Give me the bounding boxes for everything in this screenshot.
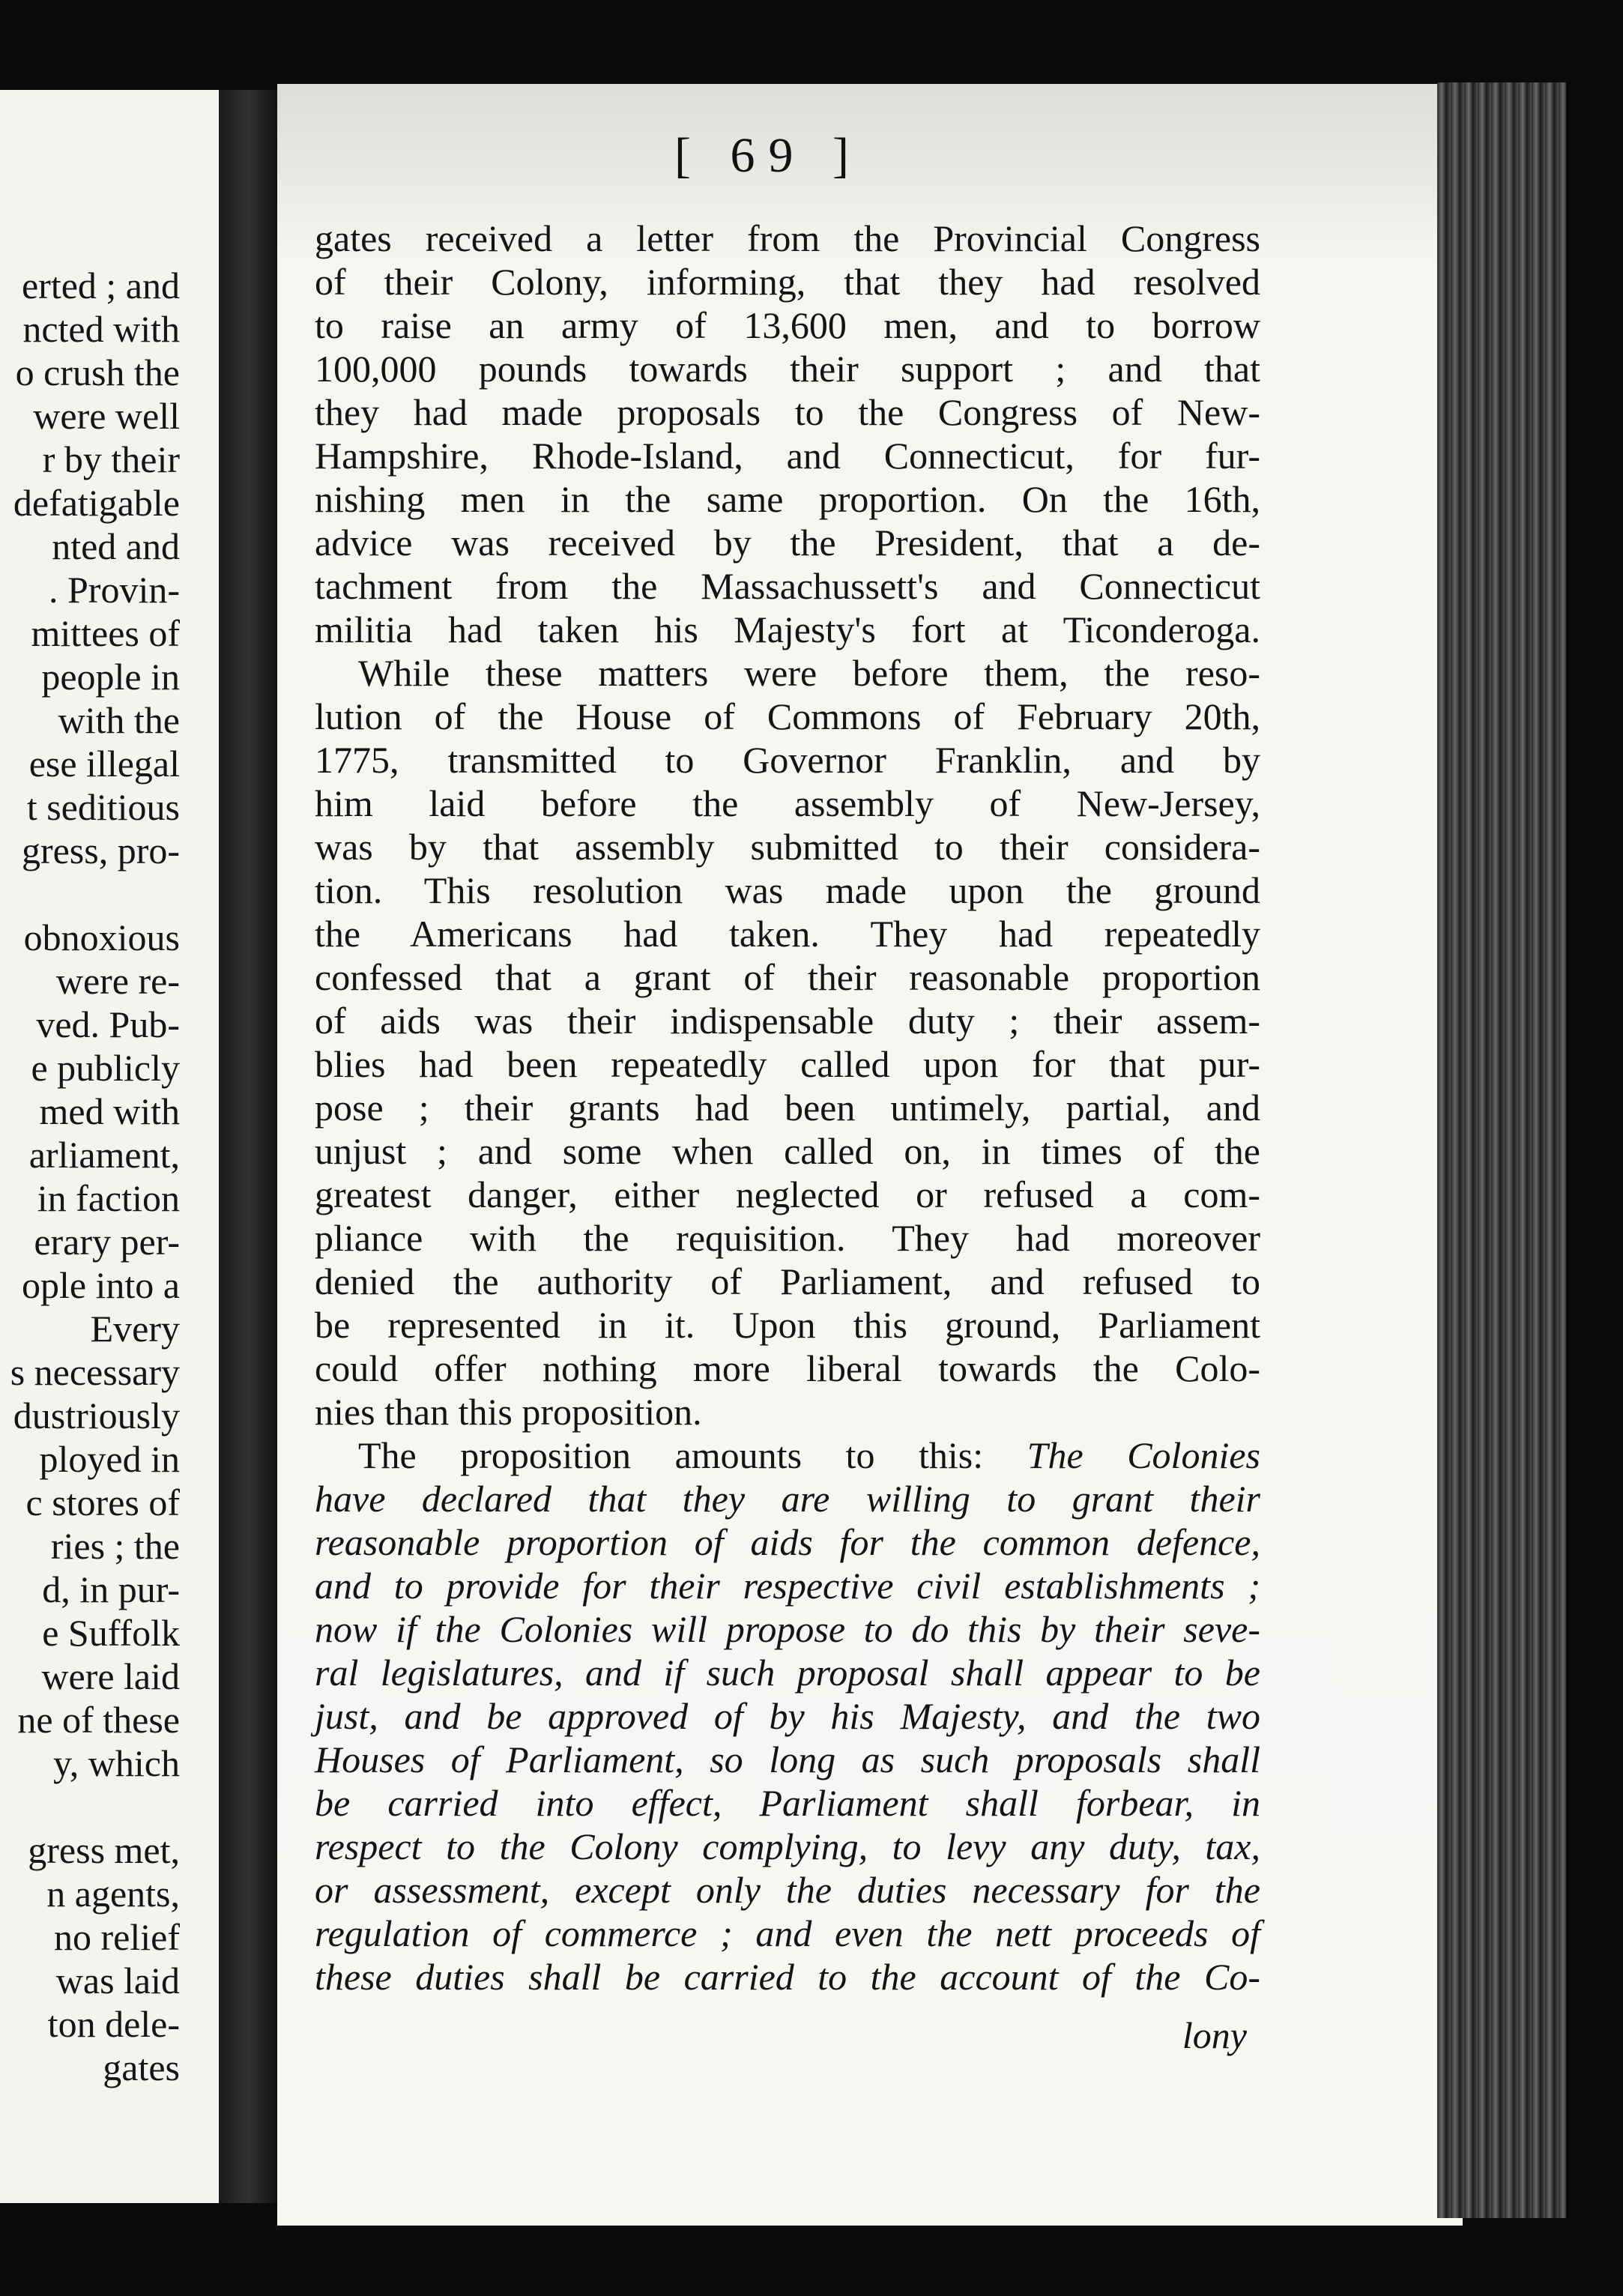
body-line: was by that assembly submitted to their considera- <box>315 826 1260 868</box>
left-page-line: ries ; the <box>50 1525 180 1567</box>
book-gutter <box>219 90 277 2203</box>
body-line: tachment from the Massachussett's and Connecticut <box>315 565 1260 607</box>
body-line: him laid before the assembly of New-Jersey, <box>315 782 1260 824</box>
left-page-line: t seditious <box>26 786 180 828</box>
body-line: denied the authority of Parliament, and refused to <box>315 1260 1260 1302</box>
left-page-line: were well <box>33 395 180 437</box>
body-line: greatest danger, either neglected or refused a com- <box>315 1173 1260 1215</box>
body-line: advice was received by the President, that a de- <box>315 522 1260 564</box>
left-page-line: e Suffolk <box>42 1612 180 1654</box>
left-page-line: erted ; and <box>21 265 180 306</box>
body-line: lution of the House of Commons of February 20th, <box>315 695 1260 737</box>
catchword: lony <box>1182 2014 1247 2056</box>
left-page-line: ese illegal <box>28 743 180 785</box>
left-page-line: ncted with <box>22 308 180 350</box>
left-page-line: defatigable <box>13 482 180 524</box>
left-page-line: r by their <box>42 438 180 480</box>
left-page-line: mittees of <box>31 612 180 654</box>
left-page-line: e publicly <box>31 1047 180 1089</box>
left-page-line: ployed in <box>39 1438 180 1480</box>
body-line: confessed that a grant of their reasonable proportion <box>315 956 1260 998</box>
left-page-line: erary per- <box>34 1221 180 1263</box>
body-line: blies had been repeatedly called upon for that pur- <box>315 1043 1260 1085</box>
body-line: pose ; their grants had been untimely, partial, and <box>315 1087 1260 1129</box>
proposition-intro: The proposition amounts to this: <box>358 1434 984 1476</box>
body-line: tion. This resolution was made upon the ground <box>315 869 1260 911</box>
body-line <box>358 1434 1260 1476</box>
left-page-line: dustriously <box>13 1395 180 1436</box>
body-line: 100,000 pounds towards their support ; and that <box>315 348 1260 390</box>
body-line: respect to the Colony complying, to levy any duty, tax, <box>315 1825 1260 1867</box>
body-line: nishing men in the same proportion. On the 16th, <box>315 478 1260 520</box>
body-line: they had made proposals to the Congress of New- <box>315 391 1260 433</box>
left-page-line: were laid <box>41 1655 180 1697</box>
left-page-line: . Provin- <box>49 569 180 611</box>
left-page-line: d, in pur- <box>42 1568 180 1610</box>
body-line: be carried into effect, Parliament shall forbear, in <box>315 1782 1260 1824</box>
left-page-line: s necessary <box>10 1351 180 1393</box>
left-page-line: ne of these <box>17 1699 180 1741</box>
body-line: 1775, transmitted to Governor Franklin, and by <box>315 739 1260 781</box>
body-line: nies than this proposition. <box>315 1391 702 1433</box>
body-line: to raise an army of 13,600 men, and to borrow <box>315 304 1260 346</box>
body-line: unjust ; and some when called on, in times of the <box>315 1130 1260 1172</box>
body-line: pliance with the requisition. They had moreover <box>315 1217 1260 1259</box>
left-page-line: people in <box>41 656 180 698</box>
body-line: militia had taken his Majesty's fort at Ticonderoga. <box>315 608 1260 650</box>
left-page-line: gress, pro- <box>21 830 180 871</box>
left-page-line: ople into a <box>21 1264 180 1306</box>
body-line: just, and be approved of by his Majesty, and the two <box>315 1695 1260 1737</box>
left-page-line: Every <box>90 1308 180 1350</box>
body-line: the Americans had taken. They had repeatedly <box>315 913 1260 955</box>
page-edges <box>1437 82 1566 2218</box>
left-page-line: arliament, <box>28 1134 180 1176</box>
body-line: gates received a letter from the Provincial Congress <box>315 217 1260 259</box>
left-page-line: nted and <box>52 525 180 567</box>
left-page-line: med with <box>39 1090 180 1132</box>
body-line: and to provide for their respective civil establishments ; <box>315 1565 1260 1607</box>
body-line: now if the Colonies will propose to do this by their seve- <box>315 1608 1260 1650</box>
left-page-line: was laid <box>55 1960 180 2002</box>
body-line: of their Colony, informing, that they had resolved <box>315 261 1260 303</box>
left-page-line: with the <box>58 699 180 741</box>
facing-page-left <box>0 90 219 2203</box>
left-page-line: in faction <box>37 1177 180 1219</box>
left-page-line: ved. Pub- <box>36 1003 180 1045</box>
left-page-line: gress met, <box>28 1829 180 1871</box>
left-page-line: o crush the <box>15 351 180 393</box>
body-line: be represented in it. Upon this ground, Parliament <box>315 1304 1260 1346</box>
body-line: ral legislatures, and if such proposal shall appear to be <box>315 1652 1260 1694</box>
proposition-quote-start: The Colonies <box>1027 1434 1260 1476</box>
left-page-line: obnoxious <box>23 916 180 958</box>
body-line: of aids was their indispensable duty ; their assem- <box>315 1000 1260 1042</box>
left-page-line: were re- <box>55 960 180 1002</box>
left-page-line: y, which <box>53 1742 180 1784</box>
left-page-line: ton dele- <box>47 2003 180 2045</box>
body-line: Hampshire, Rhode-Island, and Connecticut, for fur- <box>315 435 1260 477</box>
body-line: these duties shall be carried to the account of the Co- <box>315 1956 1260 1998</box>
body-line: have declared that they are willing to grant their <box>315 1478 1260 1520</box>
body-line: regulation of commerce ; and even the nett proceeds of <box>315 1912 1260 1954</box>
left-page-line: n agents, <box>46 1873 180 1915</box>
body-line: reasonable proportion of aids for the common defence, <box>315 1521 1260 1563</box>
body-line: While these matters were before them, the reso- <box>358 652 1260 694</box>
left-page-line: c stores of <box>25 1481 180 1523</box>
left-page-line: no relief <box>54 1916 180 1958</box>
body-line: or assessment, except only the duties necessary for the <box>315 1869 1260 1911</box>
body-line: could offer nothing more liberal towards the Colo- <box>315 1347 1260 1389</box>
body-line: Houses of Parliament, so long as such proposals shall <box>315 1738 1260 1780</box>
page-number: [ 69 ] <box>674 128 862 183</box>
left-page-line: gates <box>103 2046 180 2088</box>
